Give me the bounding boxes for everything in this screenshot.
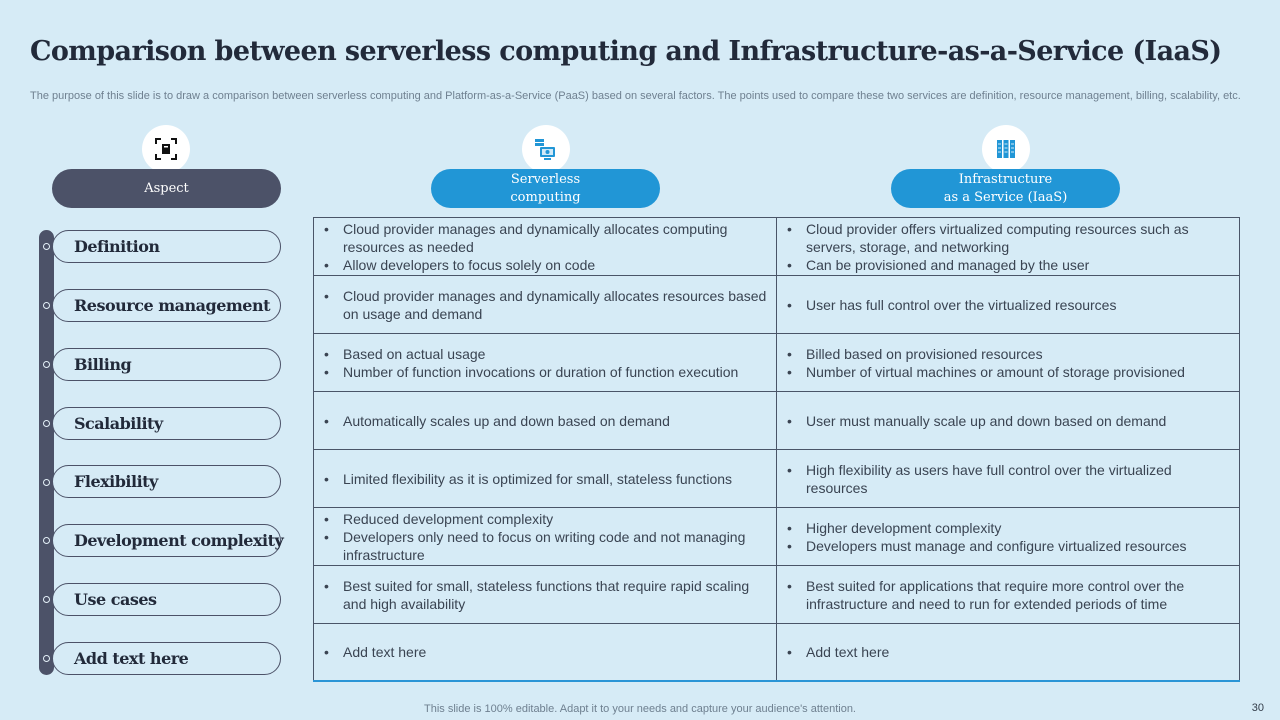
- bullet-item: • Number of function invocations or duration of function execution: [323, 363, 768, 381]
- iaas-cell: [777, 508, 1240, 566]
- bullet-item: • Billed based on provisioned resources: [786, 345, 1231, 363]
- bullet-item: • Cloud provider manages and dynamically allocates computing resources as needed: [323, 220, 768, 256]
- iaas-header-line1: Infrastructure: [958, 171, 1053, 187]
- iaas-cell: [777, 624, 1240, 682]
- rail-dot: [43, 596, 50, 603]
- bullet-item: • Add text here: [786, 643, 1231, 661]
- footer-note: This slide is 100% editable. Adapt it to your needs and capture your audience's attention.: [424, 703, 856, 715]
- focus-frame-icon: [154, 137, 178, 161]
- aspect-scalability: Scalability: [52, 407, 281, 440]
- page-number: 30: [1251, 702, 1264, 714]
- iaas-cell: [777, 450, 1240, 508]
- aspect-resource-management: Resource management: [52, 289, 281, 322]
- serverless-cell: [314, 566, 777, 624]
- bullet-item: • Cloud provider offers virtualized computing resources such as servers, storage, and networking: [786, 220, 1231, 256]
- bullet-item: • Developers only need to focus on writing code and not managing infrastructure: [323, 528, 768, 564]
- serverless-cell: [314, 450, 777, 508]
- iaas-icon-badge: [982, 125, 1030, 173]
- rail-dot: [43, 420, 50, 427]
- table-row: [314, 566, 1240, 624]
- table-row: [314, 334, 1240, 392]
- comparison-table: [313, 217, 1240, 682]
- data-center-icon: [994, 137, 1018, 161]
- serverless-cell: [314, 218, 777, 276]
- table-row: [314, 450, 1240, 508]
- serverless-header: [431, 169, 660, 208]
- iaas-cell: [777, 566, 1240, 624]
- bullet-item: • User must manually scale up and down based on demand: [786, 412, 1231, 430]
- iaas-cell: [777, 392, 1240, 450]
- table-row: [314, 624, 1240, 682]
- bullet-item: • Can be provisioned and managed by the user: [786, 256, 1231, 274]
- bullet-item: • Higher development complexity: [786, 519, 1231, 537]
- aspect-use-cases: Use cases: [52, 583, 281, 616]
- serverless-cell: [314, 334, 777, 392]
- aspect-definition: Definition: [52, 230, 281, 263]
- rail-dot: [43, 655, 50, 662]
- serverless-cell: [314, 508, 777, 566]
- bullet-item: • Allow developers to focus solely on code: [323, 256, 768, 274]
- aspect-add-text: Add text here: [52, 642, 281, 675]
- iaas-header: [891, 169, 1120, 208]
- serverless-cell: [314, 624, 777, 682]
- bullet-item: • Developers must manage and configure virtualized resources: [786, 537, 1231, 555]
- serverless-cell: [314, 276, 777, 334]
- bullet-item: • Add text here: [323, 643, 768, 661]
- aspect-icon-badge: [142, 125, 190, 173]
- aspect-header: [52, 169, 281, 208]
- bullet-item: • High flexibility as users have full control over the virtualized resources: [786, 461, 1231, 497]
- bullet-item: • Limited flexibility as it is optimized for small, stateless functions: [323, 470, 768, 488]
- table-row: [314, 392, 1240, 450]
- serverless-icon-badge: [522, 125, 570, 173]
- table-row: [314, 218, 1240, 276]
- aspect-development-complexity: Development complexity: [52, 524, 281, 557]
- rail-dot: [43, 302, 50, 309]
- bullet-item: • Based on actual usage: [323, 345, 768, 363]
- bullet-item: • User has full control over the virtualized resources: [786, 296, 1231, 314]
- bullet-item: • Number of virtual machines or amount of storage provisioned: [786, 363, 1231, 381]
- table-row: [314, 508, 1240, 566]
- bullet-item: • Automatically scales up and down based on demand: [323, 412, 768, 430]
- slide-subtitle: The purpose of this slide is to draw a comparison between serverless computing and Platform-as-a-Service (PaaS) based on several factors. The points used to compare these two services are definition, resource management, billing, scalability, etc.: [30, 90, 1241, 102]
- serverless-cell: [314, 392, 777, 450]
- bullet-item: • Reduced development complexity: [323, 510, 768, 528]
- aspect-billing: Billing: [52, 348, 281, 381]
- rail-dot: [43, 243, 50, 250]
- slide-title: Comparison between serverless computing and Infrastructure-as-a-Service (IaaS): [30, 36, 1222, 67]
- table-row: [314, 276, 1240, 334]
- iaas-header-line2: as a Service (IaaS): [943, 189, 1068, 205]
- aspect-flexibility: Flexibility: [52, 465, 281, 498]
- aspect-rail: [39, 230, 54, 675]
- iaas-cell: [777, 276, 1240, 334]
- rail-dot: [43, 479, 50, 486]
- rail-dot: [43, 361, 50, 368]
- rail-dot: [43, 537, 50, 544]
- bullet-item: • Best suited for applications that require more control over the infrastructure and need to run for extended periods of time: [786, 577, 1231, 613]
- bullet-item: • Best suited for small, stateless functions that require rapid scaling and high availability: [323, 577, 768, 613]
- iaas-cell: [777, 218, 1240, 276]
- aspect-header-label: Aspect: [144, 180, 189, 196]
- serverless-header-line2: computing: [510, 189, 581, 205]
- cloud-computer-icon: [534, 137, 558, 161]
- bullet-item: • Cloud provider manages and dynamically allocates resources based on usage and demand: [323, 287, 768, 323]
- iaas-cell: [777, 334, 1240, 392]
- serverless-header-line1: Serverless: [510, 171, 581, 187]
